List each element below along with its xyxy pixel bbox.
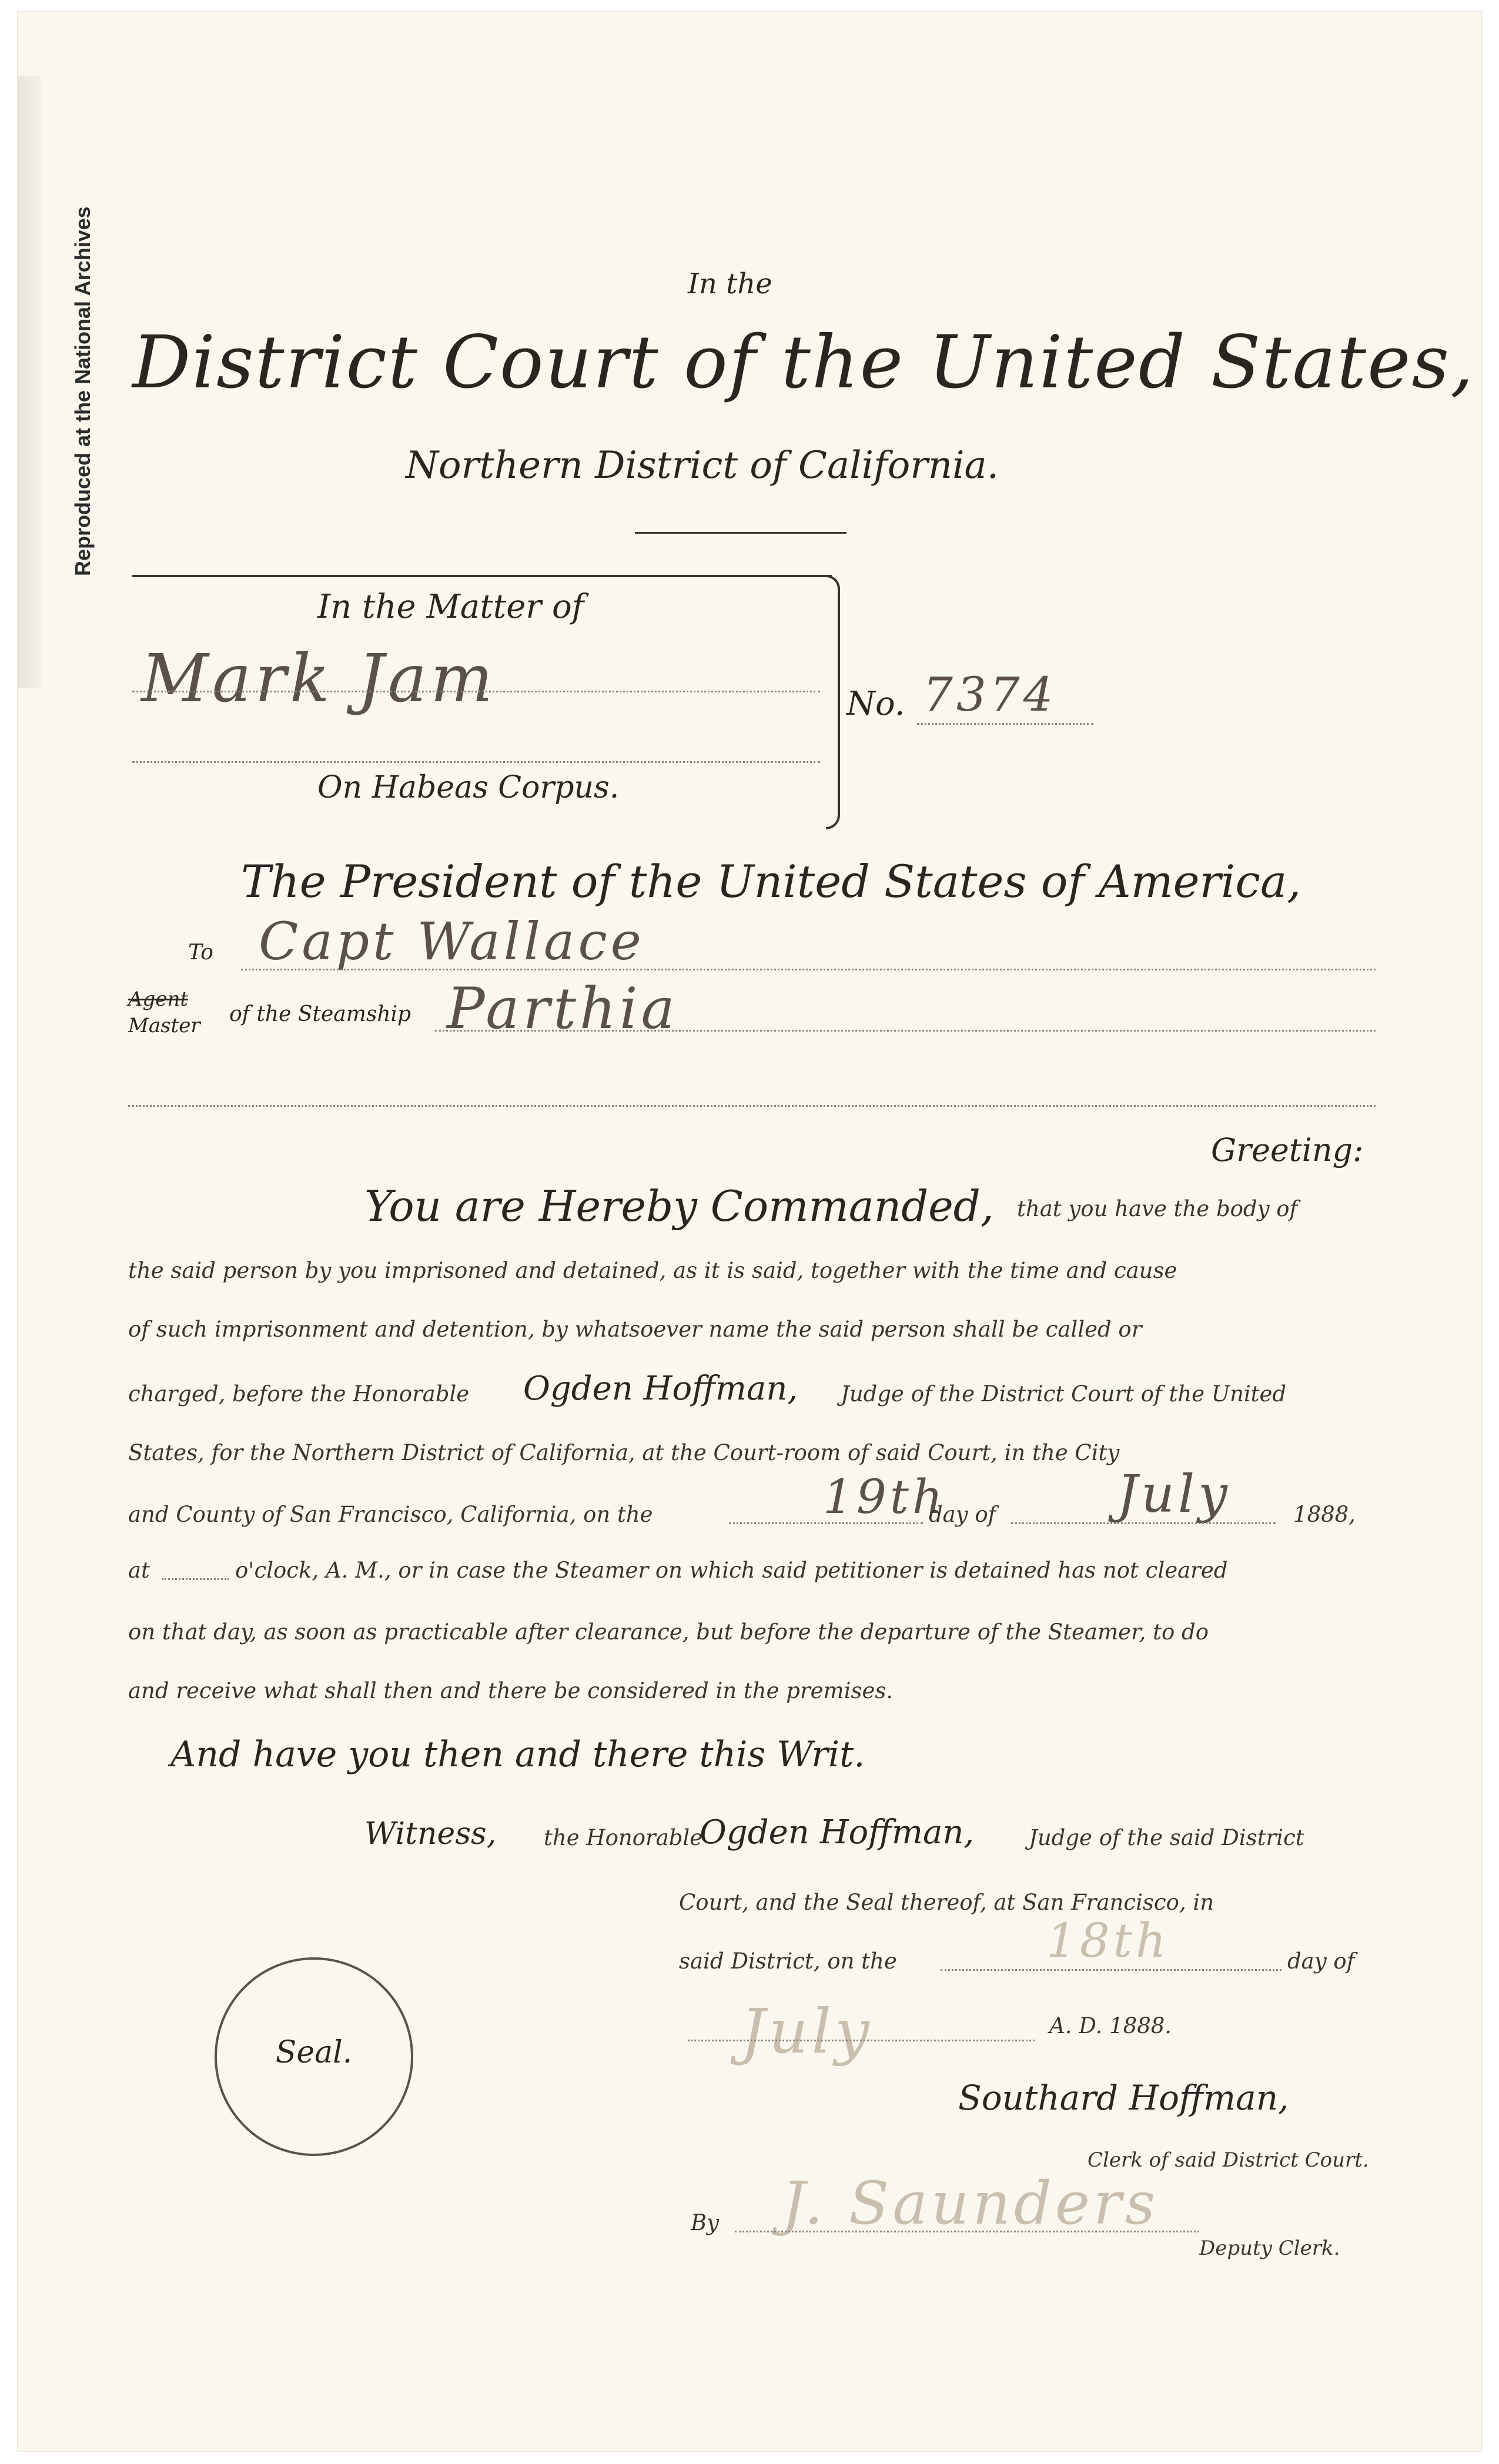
command-line-1: that you have the body of bbox=[1017, 1196, 1298, 1221]
on-habeas-corpus: On Habeas Corpus. bbox=[317, 770, 620, 805]
address-blank-line bbox=[128, 1105, 1376, 1107]
command-line-3: of such imprisonment and detention, by whatsoever name the said person shall be called or bbox=[128, 1317, 1142, 1342]
command-line-4a: charged, before the Honorable bbox=[128, 1381, 470, 1407]
header-in-the: In the bbox=[688, 267, 772, 300]
return-year: 1888, bbox=[1293, 1502, 1356, 1527]
return-month-line bbox=[1011, 1522, 1276, 1524]
witness-line-2: Court, and the Seal thereof, at San Francisco, in bbox=[679, 1890, 1214, 1915]
command-lead: You are Hereby Commanded, bbox=[364, 1181, 994, 1231]
witness-day: 18th bbox=[1046, 1913, 1170, 1968]
command-line-6a: and County of San Francisco, California, on the bbox=[128, 1502, 653, 1527]
petitioner-name: Mark Jam bbox=[141, 641, 497, 717]
clerk-title: Clerk of said District Court. bbox=[1088, 2148, 1369, 2172]
witness-line-1b: the Honorable bbox=[544, 1825, 703, 1850]
scan-edge bbox=[18, 76, 41, 688]
clerk-name: Southard Hoffman, bbox=[958, 2078, 1289, 2118]
district-name: Northern District of California. bbox=[406, 444, 999, 487]
steamship-line bbox=[435, 1030, 1376, 1032]
witness-line-3a: said District, on the bbox=[679, 1949, 897, 1974]
deputy-title: Deputy Clerk. bbox=[1199, 2237, 1340, 2260]
deputy-signature: J. Saunders bbox=[782, 2169, 1159, 2238]
recipient-line bbox=[241, 969, 1376, 970]
witness-month: July bbox=[741, 1996, 873, 2067]
command-line-9: and receive what shall then and there be considered in the premises. bbox=[128, 1678, 894, 1703]
return-day-line bbox=[729, 1522, 923, 1524]
case-number-label: No. bbox=[846, 685, 905, 723]
caption-bracket bbox=[826, 575, 840, 829]
to-label: To bbox=[188, 940, 213, 965]
caption-blank-line bbox=[132, 761, 820, 763]
witness-day-line bbox=[941, 1969, 1281, 1971]
command-line-7a: at bbox=[128, 1558, 150, 1583]
agent-struck: Agent bbox=[128, 987, 188, 1011]
command-line-4b: Judge of the District Court of the United bbox=[841, 1381, 1287, 1407]
witness-month-line bbox=[688, 2040, 1035, 2041]
witness-year: A. D. 1888. bbox=[1049, 2013, 1172, 2038]
writ-line: And have you then and there this Writ. bbox=[170, 1734, 865, 1775]
case-number: 7374 bbox=[923, 667, 1057, 722]
signature-line bbox=[735, 2231, 1199, 2232]
seal-circle bbox=[215, 1957, 413, 2156]
archive-stamp: Reproduced at the National Archives bbox=[71, 206, 95, 576]
ornament-rule bbox=[635, 532, 846, 534]
command-line-5: States, for the Northern District of California, at the Court-room of said Court, in the City bbox=[128, 1440, 1120, 1465]
return-month: July bbox=[1117, 1464, 1231, 1524]
return-day: 19th bbox=[823, 1469, 946, 1524]
seal-label: Seal. bbox=[275, 2035, 353, 2070]
caption-top-rule bbox=[132, 575, 832, 577]
greeting: Greeting: bbox=[1211, 1131, 1364, 1169]
case-number-line bbox=[917, 723, 1093, 725]
president-line: The President of the United States of America, bbox=[241, 855, 1301, 908]
command-line-7b: o'clock, A. M., or in case the Steamer on which said petitioner is detained has not cleared bbox=[235, 1558, 1228, 1583]
witness-line-3b: day of bbox=[1287, 1949, 1355, 1974]
of-the-steamship: of the Steamship bbox=[229, 1002, 411, 1026]
command-line-8: on that day, as soon as practicable after clearance, but before the departure of the Steamer, to do bbox=[128, 1619, 1209, 1645]
witness-label: Witness, bbox=[364, 1816, 497, 1852]
court-title: District Court of the United States, bbox=[132, 320, 1475, 405]
witness-judge-name: Ogden Hoffman, bbox=[700, 1813, 975, 1852]
hour-line bbox=[162, 1578, 229, 1580]
command-line-2: the said person by you imprisoned and detained, as it is said, together with the time and cause bbox=[128, 1258, 1177, 1283]
steamship-name: Parthia bbox=[447, 976, 678, 1042]
judge-name: Ogden Hoffman, bbox=[523, 1370, 798, 1408]
recipient-name: Capt Wallace bbox=[259, 911, 645, 972]
command-line-6b: day of bbox=[929, 1502, 996, 1527]
by-label: By bbox=[691, 2210, 720, 2235]
master-label: Master bbox=[128, 1014, 200, 1037]
witness-line-1c: Judge of the said District bbox=[1029, 1825, 1304, 1850]
in-the-matter-of: In the Matter of bbox=[317, 588, 584, 626]
petitioner-line bbox=[132, 691, 820, 692]
